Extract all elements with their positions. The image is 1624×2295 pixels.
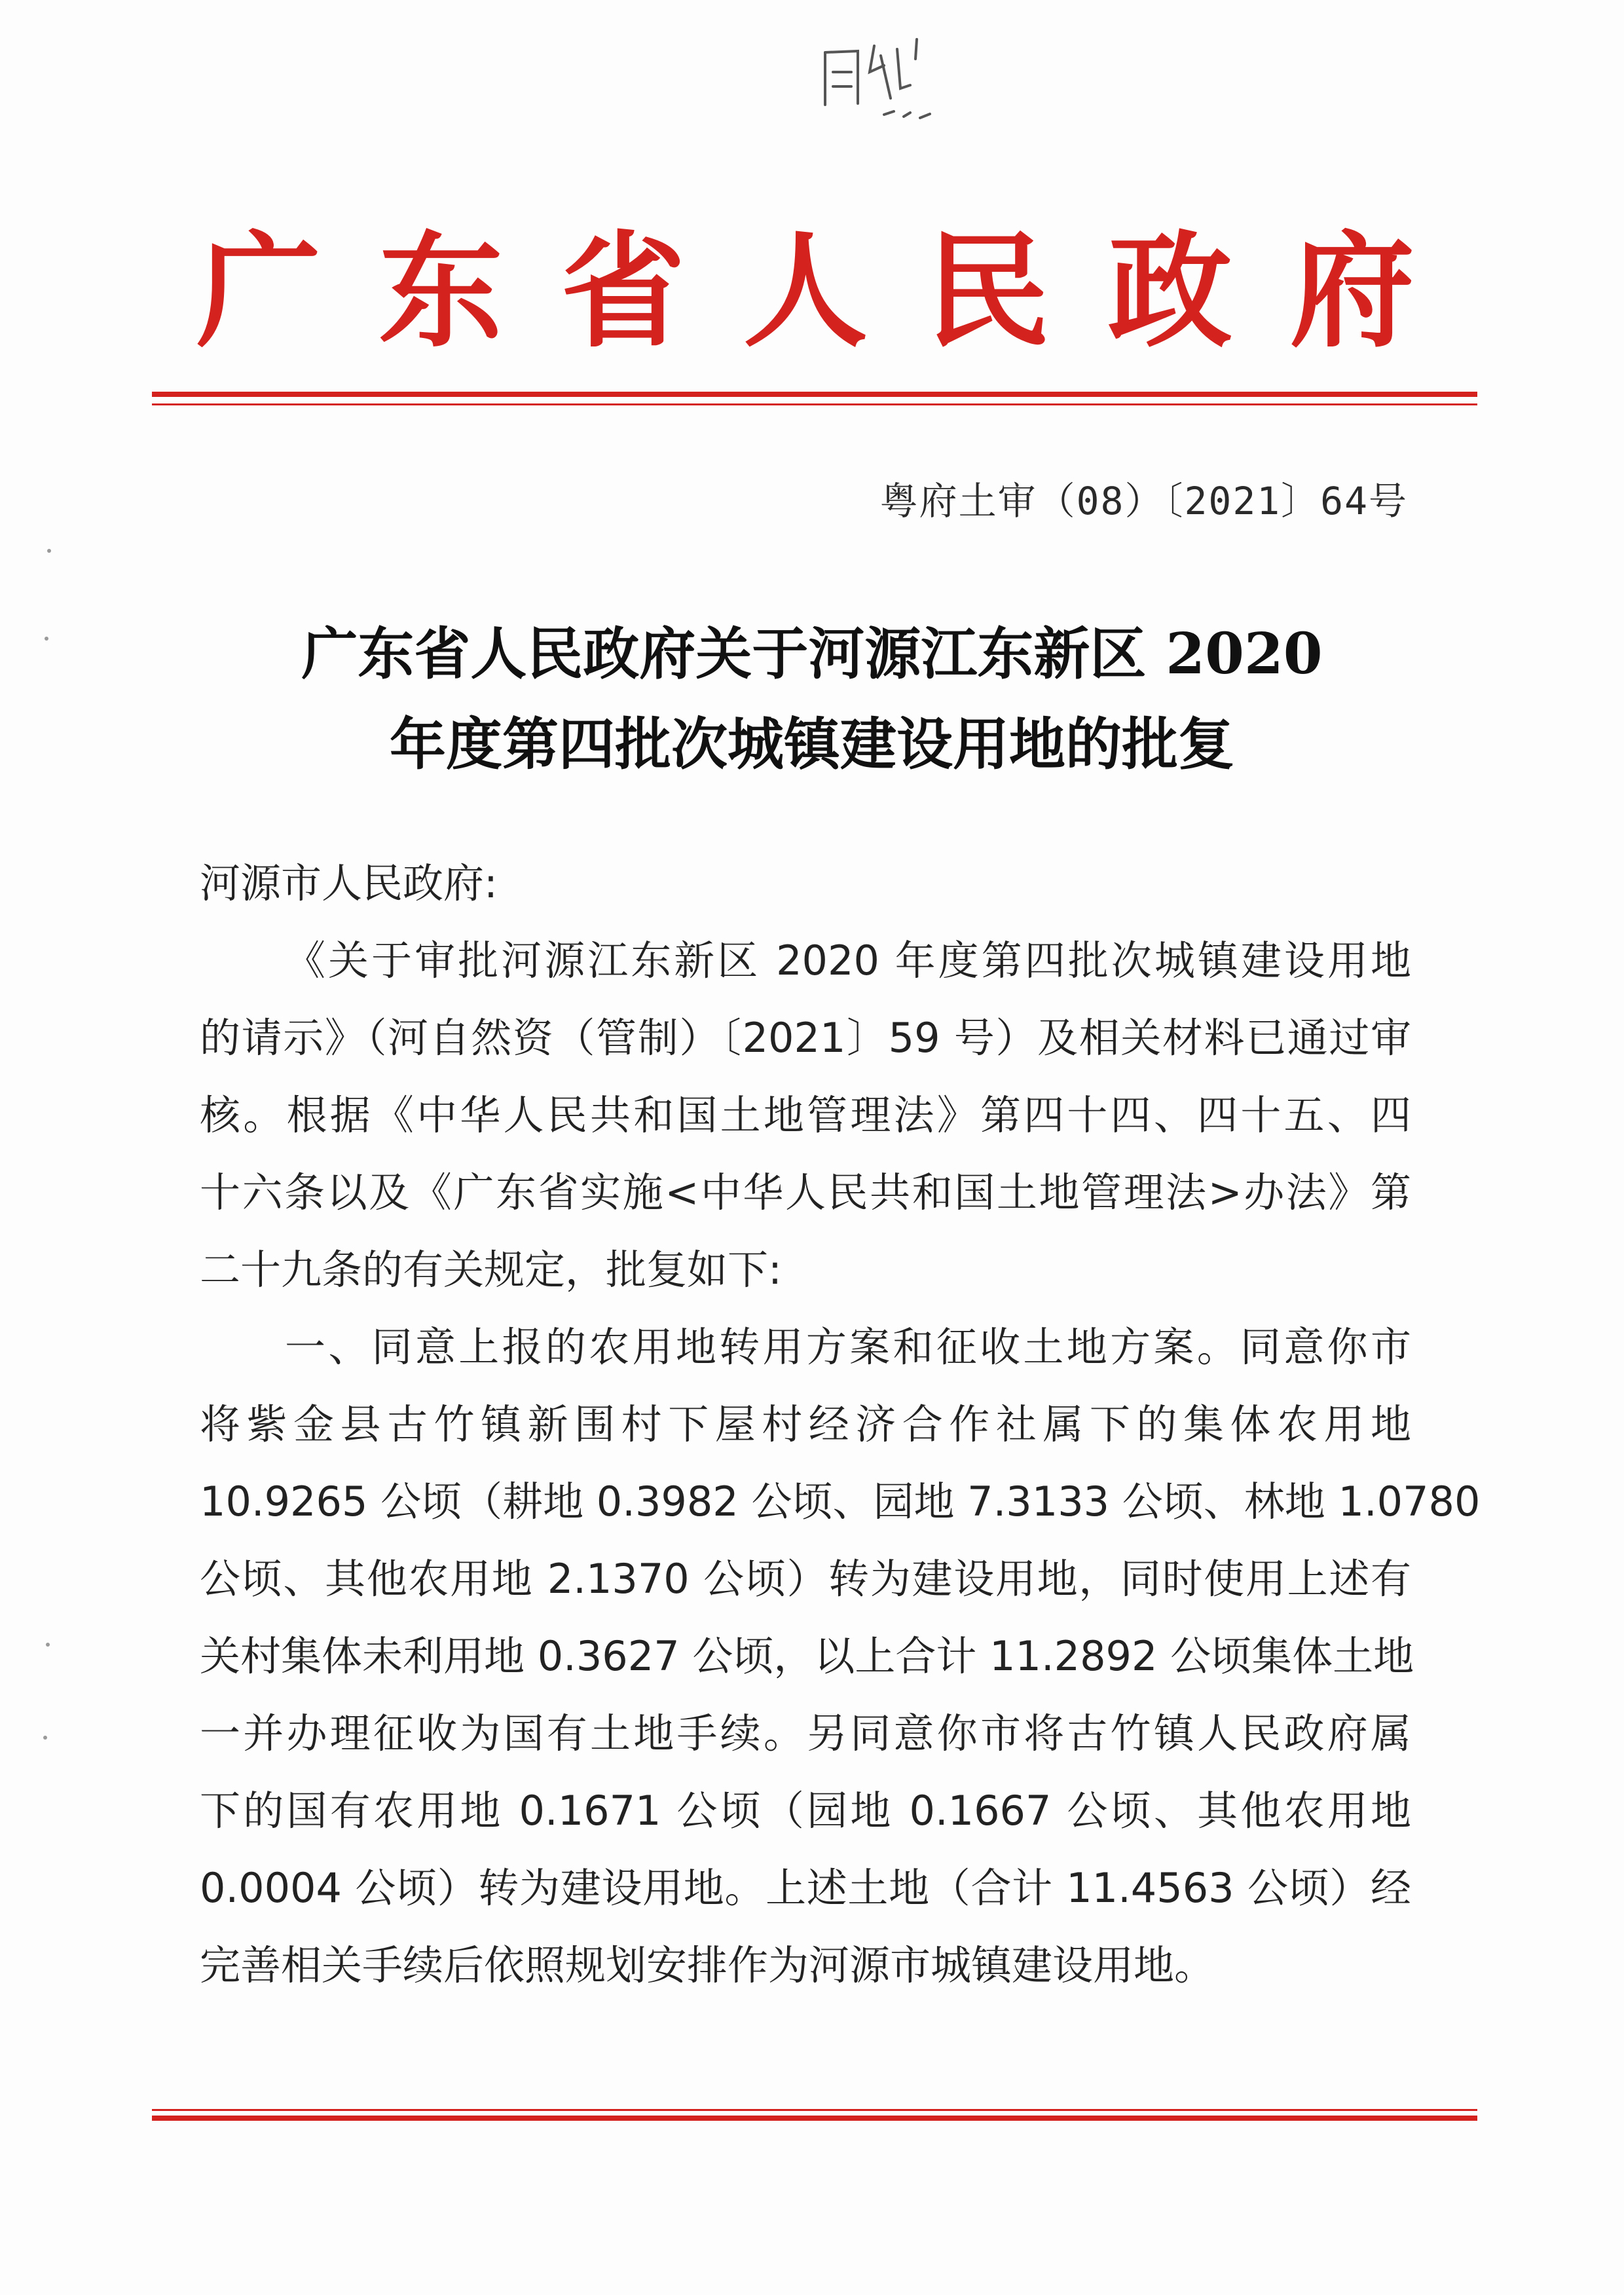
masthead-char: 府 [1289, 218, 1414, 364]
body-line: 二十九条的有关规定，批复如下: [200, 1246, 782, 1294]
scan-speck [45, 637, 48, 641]
body-line: 关村集体未利用地 0.3627 公顷，以上合计 11.2892 公顷集体土地 [200, 1632, 1414, 1680]
body-line: 将紫金县古竹镇新围村下屋村经济合作社属下的集体农用地 [200, 1400, 1411, 1448]
body-line: 核。根据《中华人民共和国土地管理法》第四十四、四十五、四 [200, 1091, 1411, 1139]
body-line: 十六条以及《广东省实施<中华人民共和国土地管理法>办法》第 [200, 1168, 1411, 1216]
masthead-char: 人 [743, 218, 868, 364]
body-line: 的请示》（河自然资（管制）〔2021〕59 号）及相关材料已通过审 [200, 1014, 1411, 1062]
masthead-divider-thin [152, 403, 1477, 405]
body-line: 完善相关手续后依照规划安排作为河源市城镇建设用地。 [200, 1941, 1215, 1989]
body-line: 《关于审批河源江东新区 2020 年度第四批次城镇建设用地 [285, 937, 1411, 984]
scan-speck [43, 1736, 47, 1740]
masthead-char: 广 [196, 218, 322, 364]
footer-divider-thick [152, 2116, 1477, 2121]
masthead-char: 省 [561, 218, 686, 364]
handwritten-annotation [812, 26, 956, 124]
body-line: 一并办理征收为国有土地手续。另同意你市将古竹镇人民政府属 [200, 1709, 1411, 1757]
masthead-char: 政 [1107, 218, 1232, 364]
masthead-divider-thick [152, 392, 1477, 397]
document-title [196, 609, 1428, 790]
salutation: 河源市人民政府: [200, 859, 498, 907]
body-line: 0.0004 公顷）转为建设用地。上述土地（合计 11.4563 公顷）经 [200, 1864, 1411, 1912]
body-line: 一、同意上报的农用地转用方案和征收土地方案。同意你市 [285, 1323, 1411, 1371]
body-line: 下的国有农用地 0.1671 公顷（园地 0.1667 公顷、其他农用地 [200, 1787, 1411, 1835]
footer-divider-thin [152, 2109, 1477, 2111]
scan-speck [47, 549, 51, 553]
document-number: 粤府土审（08）〔2021〕64号 [879, 479, 1408, 523]
title-line-2: 年度第四批次城镇建设用地的批复 [390, 711, 1234, 777]
title-line-1: 广东省人民政府关于河源江东新区 2020 [301, 621, 1323, 687]
masthead-char: 民 [925, 218, 1050, 364]
body-line: 公顷、其他农用地 2.1370 公顷）转为建设用地，同时使用上述有 [200, 1555, 1411, 1603]
document-body [200, 845, 1481, 2004]
scan-speck [46, 1643, 50, 1647]
body-line: 10.9265 公顷（耕地 0.3982 公顷、园地 7.3133 公顷、林地 1.0780 [200, 1478, 1481, 1525]
masthead-title [196, 216, 1414, 367]
masthead-char: 东 [378, 218, 504, 364]
